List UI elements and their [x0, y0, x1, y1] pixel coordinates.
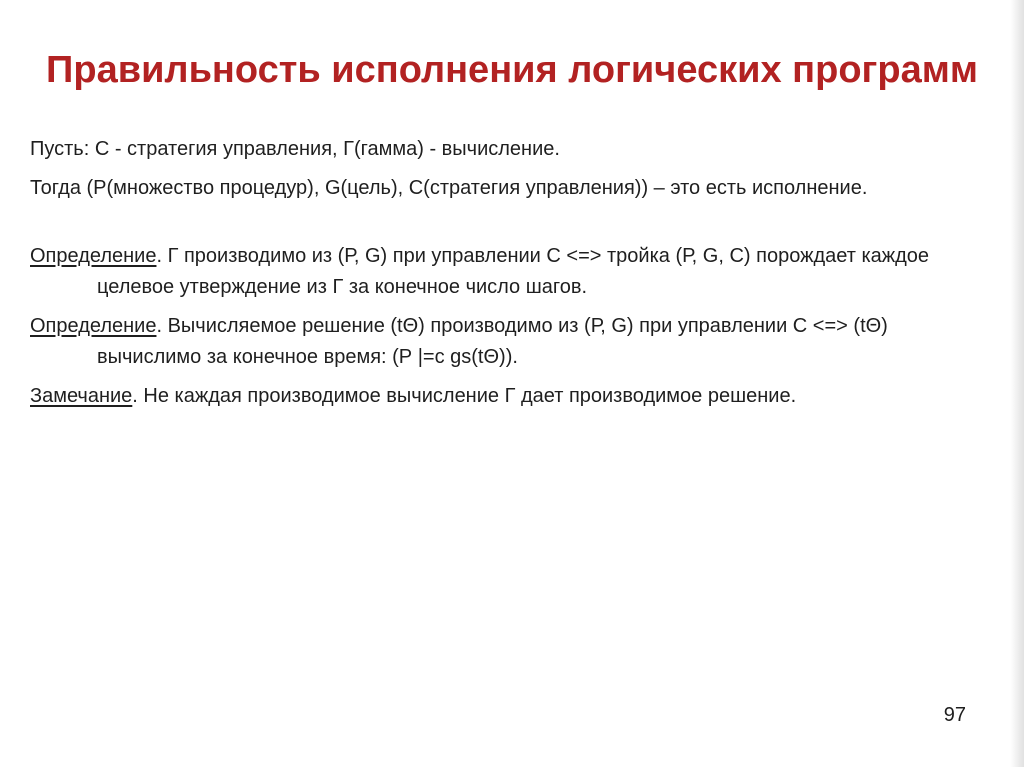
- paragraph-text: . Не каждая производимое вычисление Г дает производимое решение.: [132, 385, 797, 407]
- paragraph-then: [30, 173, 990, 204]
- paragraph-text: Тогда (Р(множество процедур), G(цель), С(стратегия управления)) – это есть исполнение.: [30, 177, 868, 199]
- paragraph-text: . Вычисляемое решение (tΘ) производимо из (Р, G) при управлении С <=> (tΘ) вычислимо за конечное время: (Р |=c gs(tΘ)).: [97, 315, 888, 368]
- definition-term: Определение: [30, 315, 157, 337]
- paragraph-definition-2: [30, 311, 990, 373]
- paragraph-remark: [30, 381, 990, 412]
- definition-term: Определение: [30, 245, 157, 267]
- page-number: 97: [943, 704, 966, 726]
- slide-title: Правильность исполнения логических программ: [46, 49, 978, 91]
- slide-content: [30, 134, 990, 420]
- paragraph-text: . Г производимо из (Р, G) при управлении С <=> тройка (Р, G, С) порождает каждое целевое утверждение из Г за конечное число шагов.: [97, 245, 930, 298]
- paragraph-let: [30, 134, 990, 165]
- paragraph-definition-1: [30, 241, 990, 303]
- remark-term: Замечание: [30, 385, 133, 407]
- slide-edge-shadow: [1010, 0, 1024, 767]
- paragraph-text: Пусть: С - стратегия управления, Г(гамма) - вычисление.: [30, 138, 560, 160]
